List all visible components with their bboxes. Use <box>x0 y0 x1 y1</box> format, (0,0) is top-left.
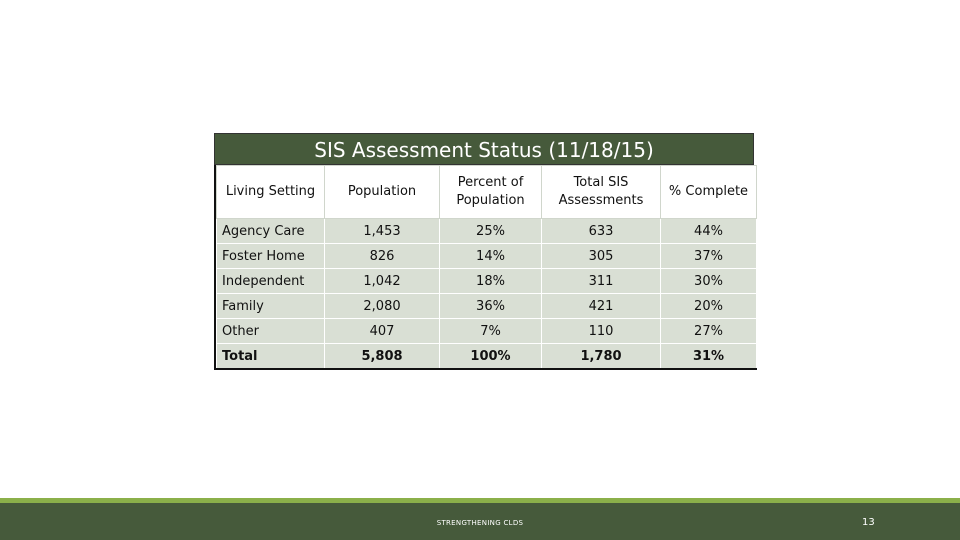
table-row <box>217 294 757 319</box>
table-row <box>217 219 757 244</box>
cell-percent-population: 7% <box>440 319 542 344</box>
table-row <box>217 319 757 344</box>
cell-percent-complete: 20% <box>661 294 757 319</box>
cell-living-setting: Independent <box>217 269 325 294</box>
cell-total-assessments: 305 <box>542 244 661 269</box>
cell-total-assessments: 311 <box>542 269 661 294</box>
cell-total-assessments: 1,780 <box>542 344 661 370</box>
cell-population: 5,808 <box>325 344 440 370</box>
cell-percent-complete: 44% <box>661 219 757 244</box>
header-row <box>217 166 757 219</box>
cell-total-assessments: 421 <box>542 294 661 319</box>
cell-percent-population: 25% <box>440 219 542 244</box>
table-row <box>217 244 757 269</box>
cell-percent-population: 36% <box>440 294 542 319</box>
cell-percent-complete: 37% <box>661 244 757 269</box>
cell-percent-complete: 27% <box>661 319 757 344</box>
cell-living-setting: Total <box>217 344 325 370</box>
cell-percent-population: 18% <box>440 269 542 294</box>
cell-population: 407 <box>325 319 440 344</box>
footer-text: STRENGTHENING CLDS <box>436 519 524 527</box>
cell-living-setting: Foster Home <box>217 244 325 269</box>
cell-percent-complete: 31% <box>661 344 757 370</box>
header-percent-population: Percent of Population <box>440 166 542 219</box>
table-title: SIS Assessment Status (11/18/15) <box>214 133 754 165</box>
cell-percent-population: 100% <box>440 344 542 370</box>
cell-living-setting: Agency Care <box>217 219 325 244</box>
assessment-status-table <box>216 165 757 370</box>
cell-living-setting: Family <box>217 294 325 319</box>
cell-living-setting: Other <box>217 319 325 344</box>
page-number: 13 <box>862 517 875 528</box>
header-population: Population <box>325 166 440 219</box>
assessment-table-container <box>214 133 754 370</box>
cell-percent-population: 14% <box>440 244 542 269</box>
table-row <box>217 269 757 294</box>
table-frame <box>214 165 754 370</box>
cell-population: 1,453 <box>325 219 440 244</box>
cell-population: 2,080 <box>325 294 440 319</box>
cell-population: 1,042 <box>325 269 440 294</box>
cell-population: 826 <box>325 244 440 269</box>
header-total-assessments: Total SIS Assessments <box>542 166 661 219</box>
header-living-setting: Living Setting <box>217 166 325 219</box>
cell-total-assessments: 110 <box>542 319 661 344</box>
cell-total-assessments: 633 <box>542 219 661 244</box>
cell-percent-complete: 30% <box>661 269 757 294</box>
total-row <box>217 344 757 370</box>
header-percent-complete: % Complete <box>661 166 757 219</box>
